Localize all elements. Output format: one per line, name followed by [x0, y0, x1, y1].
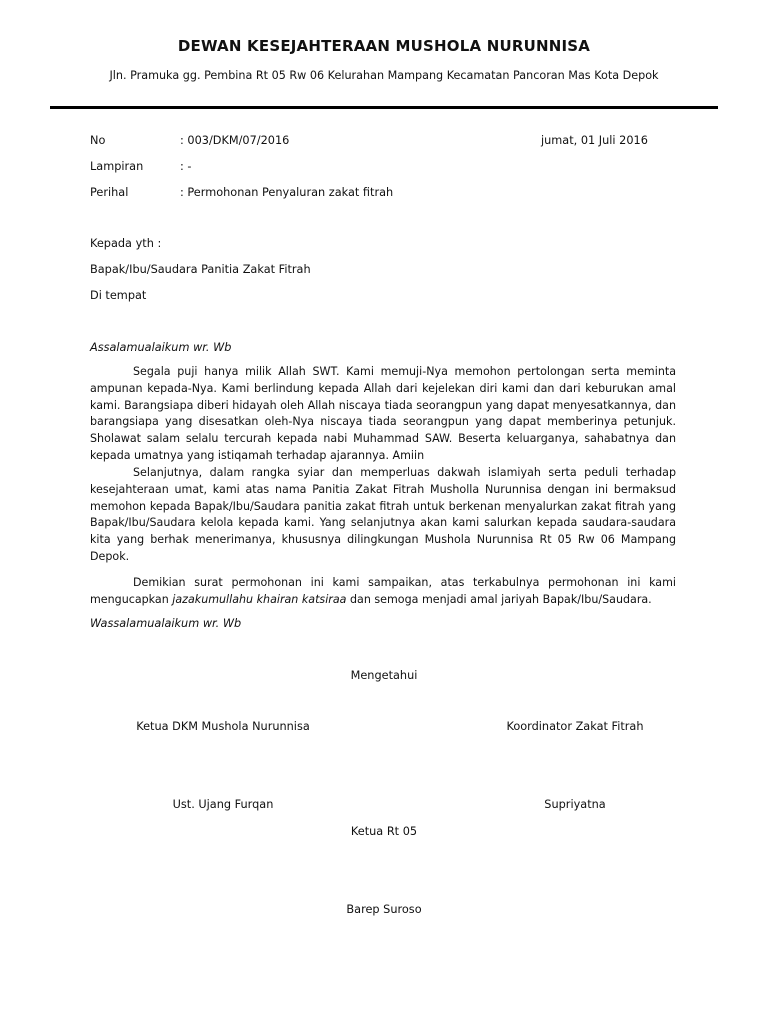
letterhead-divider: [50, 106, 718, 109]
left-signatory-name: Ust. Ujang Furqan: [172, 798, 274, 811]
subject-value: : Permohonan Penyaluran zakat fitrah: [180, 186, 394, 199]
left-signatory-title: Ketua DKM Mushola Nurunnisa: [136, 720, 310, 733]
recipient-salutation: Kepada yth :: [90, 237, 162, 250]
paragraph-text-end: dan semoga menjadi amal jariyah Bapak/Ibu/Saudara.: [346, 592, 652, 606]
acknowledged-label: Mengetahui: [350, 669, 418, 682]
recipient-place: Di tempat: [90, 289, 147, 302]
paragraph-text: Segala puji hanya milik Allah SWT. Kami memuji-Nya memohon pertolongan serta meminta ampunan kepada-Nya. Kami berlindung kepada Allah dari kejelekan diri kami dan dari keburukan amal kami. Barangsiapa diberi hidayah oleh Allah niscaya tiada seorangpun yang dapat menyesatkannya, dan barangsiapa yang disesatkan oleh-Nya niscaya tiada seorangpun yang dapat memberinya petunjuk. Sholawat salam selalu tercurah kepada nabi Muhammad SAW. Beserta keluarganya, sahabatnya dan kepada umatnya yang istiqamah terhadap ajarannya. Amiin: [90, 365, 676, 462]
closing-greeting: Wassalamualaikum wr. Wb: [90, 617, 242, 630]
attachment-value: : -: [180, 160, 192, 173]
letterhead-title: DEWAN KESEJAHTERAAN MUSHOLA NURUNNISA: [177, 37, 591, 55]
paragraph-text: Selanjutnya, dalam rangka syiar dan memperluas dakwah islamiyah serta peduli terhadap kesejahteraan umat, kami atas nama Panitia Zakat Fitrah Musholla Nurunnisa dengan ini bermaksud memohon kepada Bapak/Ibu/Saudara panitia zakat fitrah untuk berkenan menyalurkan zakat fitrah yang Bapak/Ibu/Saudara kelola kepada kami. Yang selanjutnya akan kami salurkan kepada saudara-saudara kita yang berhak menerimanya, khususnya dilingkungan Mushola Nurunnisa Rt 05 Rw 06 Mampang Depok.: [90, 466, 676, 563]
subject-label: Perihal: [90, 186, 129, 199]
right-signatory-name: Supriyatna: [544, 798, 606, 811]
attachment-label: Lampiran: [90, 160, 144, 173]
opening-greeting: Assalamualaikum wr. Wb: [90, 341, 232, 354]
body-paragraph-3: [90, 575, 676, 609]
paragraph-text-italic: jazakumullahu khairan katsiraa: [172, 592, 347, 606]
bottom-signatory-name: Barep Suroso: [346, 903, 422, 916]
bottom-signatory-title: Ketua Rt 05: [350, 825, 418, 838]
number-label: No: [90, 134, 106, 147]
paragraph-text: [90, 575, 676, 609]
recipient-name: Bapak/Ibu/Saudara Panitia Zakat Fitrah: [90, 263, 311, 276]
letter-date: jumat, 01 Juli 2016: [541, 134, 648, 147]
paragraph-text-start: Demikian surat permohonan ini kami sampaikan, atas terkabulnya permohonan ini kami mengucapkan: [90, 576, 676, 606]
right-signatory-title: Koordinator Zakat Fitrah: [506, 720, 644, 733]
body-paragraph-1: [90, 364, 676, 465]
letterhead-address: Jln. Pramuka gg. Pembina Rt 05 Rw 06 Kelurahan Mampang Kecamatan Pancoran Mas Kota Depok: [109, 69, 659, 82]
number-value: : 003/DKM/07/2016: [180, 134, 290, 147]
body-paragraph-2: [90, 465, 676, 566]
